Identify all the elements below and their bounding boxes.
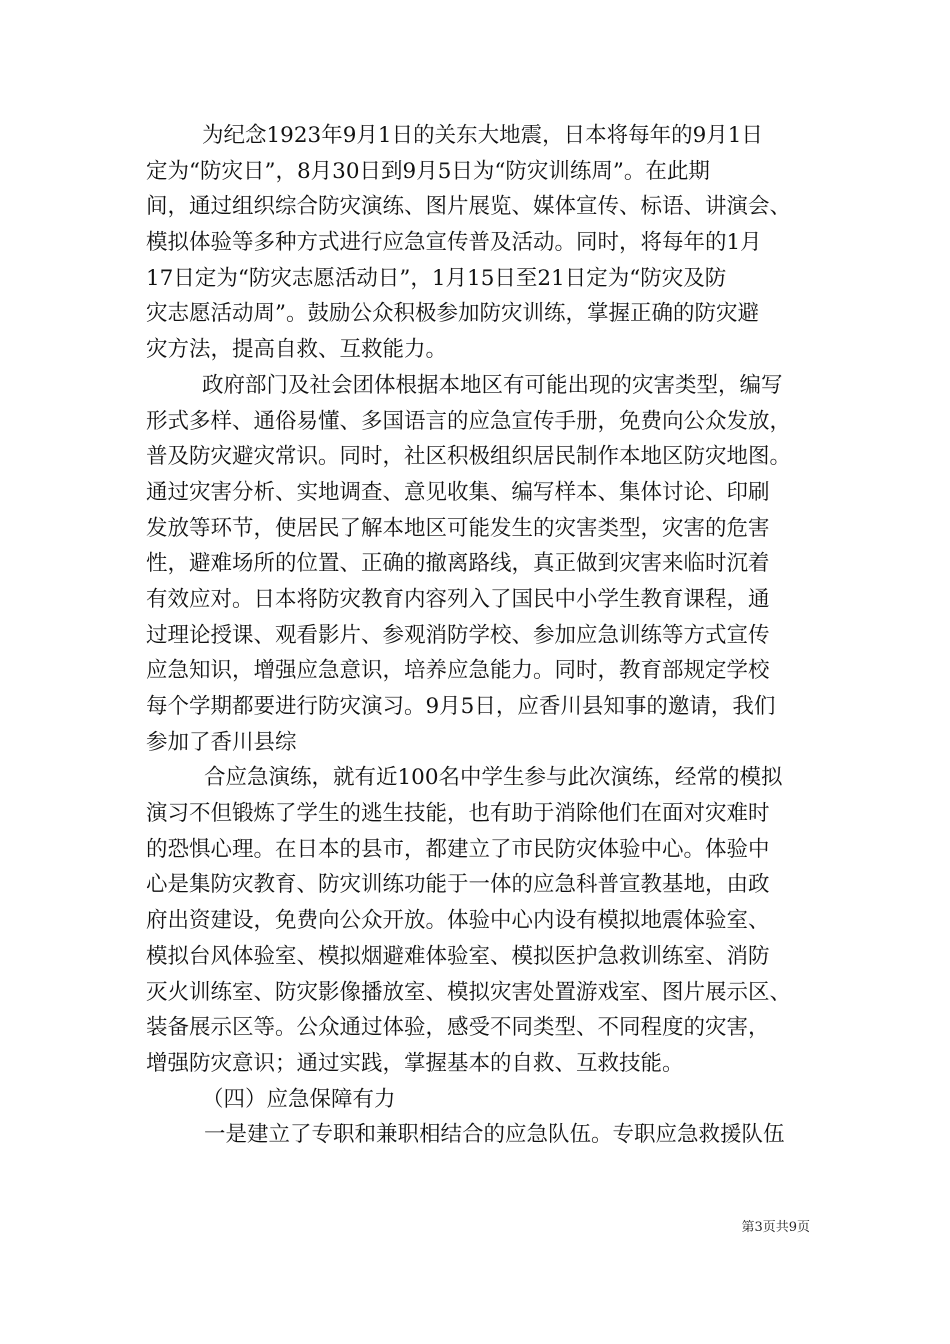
text-line: 心是集防灾教育、防灾训练功能于一体的应急科普宣教基地，由政 (146, 872, 770, 898)
text-line: 灾方法，提高自救、互救能力。 (146, 337, 448, 363)
text-line: 的恐惧心理。在日本的县市，都建立了市民防灾体验中心。体验中 (146, 836, 770, 862)
paragraph-p4 (146, 1082, 810, 1118)
text-line: 定为“防灾日”，8月30日到9月5日为“防灾训练周”。在此期 (146, 158, 710, 184)
text-line: 通过灾害分析、实地调查、意见收集、编写样本、集体讨论、印刷 (146, 479, 770, 505)
paragraph-p2 (146, 368, 810, 761)
text-line: （四）应急保障有力 (202, 1086, 396, 1112)
text-line: 政府部门及社会团体根据本地区有可能出现的灾害类型，编写 (202, 372, 783, 398)
text-line: 发放等环节，使居民了解本地区可能发生的灾害类型，灾害的危害 (146, 515, 770, 541)
text-line: 府出资建设，免费向公众开放。体验中心内设有模拟地震体验室、 (146, 908, 770, 934)
text-line: 普及防灾避灾常识。同时，社区积极组织居民制作本地区防灾地图。 (146, 444, 792, 470)
document-body (146, 118, 810, 1153)
text-line: 为纪念1923年9月1日的关东大地震，日本将每年的9月1日 (202, 123, 763, 148)
text-line: 过理论授课、观看影片、参观消防学校、参加应急训练等方式宣传 (146, 622, 770, 648)
text-line: 灭火训练室、防灾影像播放室、模拟灾害处置游戏室、图片展示区、 (146, 979, 792, 1005)
text-line: 增强防灾意识；通过实践，掌握基本的自救、互救技能。 (146, 1050, 684, 1076)
text-line: 一是建立了专职和兼职相结合的应急队伍。专职应急救援队伍 (204, 1122, 785, 1148)
paragraph-p3 (146, 760, 810, 1081)
text-line: 模拟台风体验室、模拟烟避难体验室、模拟医护急救训练室、消防 (146, 943, 770, 969)
text-line: 应急知识，增强应急意识，培养应急能力。同时，教育部规定学校 (146, 658, 770, 684)
text-line: 合应急演练，就有近100名中学生参与此次演练，经常的模拟 (204, 765, 783, 791)
text-line: 灾志愿活动周”。鼓励公众积极参加防灾训练，掌握正确的防灾避 (146, 301, 759, 327)
page-number-footer: 第3页共9页 (741, 1220, 810, 1235)
text-line: 间，通过组织综合防灾演练、图片展览、媒体宣传、标语、讲演会、 (146, 194, 792, 220)
paragraph-p5 (146, 1117, 810, 1153)
text-line: 演习不但锻炼了学生的逃生技能，也有助于消除他们在面对灾难时 (146, 801, 770, 827)
text-line: 有效应对。日本将防灾教育内容列入了国民中小学生教育课程，通 (146, 586, 770, 612)
text-line: 性，避难场所的位置、正确的撤离路线，真正做到灾害来临时沉着 (146, 551, 770, 577)
text-line: 17日定为“防灾志愿活动日”，1月15日至21日定为“防灾及防 (146, 265, 727, 291)
text-line: 每个学期都要进行防灾演习。9月5日，应香川县知事的邀请，我们 (146, 694, 776, 719)
text-line: 装备展示区等。公众通过体验，感受不同类型、不同程度的灾害， (146, 1015, 770, 1041)
text-line: 形式多样、通俗易懂、多国语言的应急宣传手册，免费向公众发放， (146, 408, 792, 434)
paragraph-p1 (146, 118, 810, 368)
text-line: 模拟体验等多种方式进行应急宣传普及活动。同时，将每年的1月 (146, 230, 762, 256)
text-line: 参加了香川县综 (146, 729, 297, 755)
